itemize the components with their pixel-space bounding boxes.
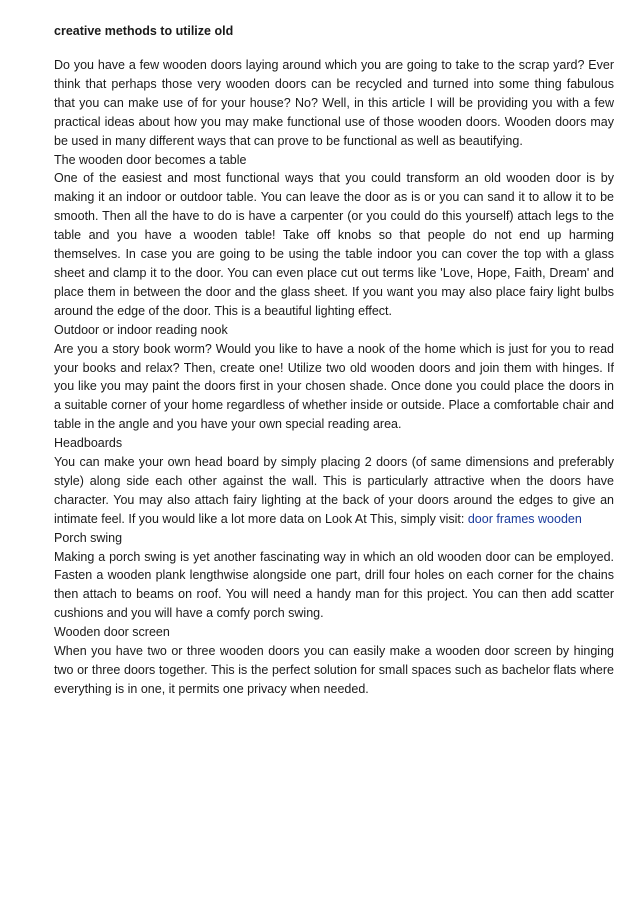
headboards-body-text: You can make your own head board by simply placing 2 doors (of same dimensions and preferably style) along side each other against the wall. This is particularly attractive when the doors have character. You may also attach fairy lighting at the back of your doors around the edges to give an intimate feel. If you would like a lot more data on Look At This, simply visit: (54, 455, 614, 526)
document-title: creative methods to utilize old (54, 24, 234, 38)
door-frames-link[interactable]: door frames wooden (467, 511, 582, 526)
section-reading-nook (54, 321, 614, 434)
section-porch-swing (54, 529, 614, 624)
section-heading-headboards: Headboards (54, 436, 123, 451)
section-door-screen (54, 623, 614, 699)
intro-paragraph: Do you have a few wooden doors laying around which you are going to take to the scrap yard? Ever think that perhaps those very wooden doors can be recycled and turned into some thing fabulous that you can make use of for your house? No? Well, in this article I will be providing you with a few practical ideas about how you may make functional use of those wooden doors. Wooden doors may be used in many different ways that can prove to be functional as well as beautifying. (54, 58, 614, 148)
section-body-reading-nook: Are you a story book worm? Would you like to have a nook of the home which is just for you to read your books and relax? Then, create one! Utilize two old wooden doors and join them with hinges. If you like you may paint the doors first in your chosen shade. Once done you could place the doors in a suitable corner of your home regardless of whether inside or outside. Place a comfortable chair and table in the angle and you have your own special reading area. (54, 341, 614, 432)
section-body-door-screen: When you have two or three wooden doors you can easily make a wooden door screen by hinging two or three doors together. This is the perfect solution for small spaces such as bachelor flats where everything is in one, it permits one privacy when needed. (54, 644, 614, 696)
section-body-headboards (54, 453, 614, 529)
section-body-porch-swing: Making a porch swing is yet another fascinating way in which an old wooden door can be employed. Fasten a wooden plank lengthwise alongside one part, drill four holes on each corner for the chains then attach to beams on roof. You will need a handy man for this project. You can then add scatter cushions and you will have a comfy porch swing. (54, 549, 614, 621)
document-page (54, 22, 614, 699)
section-heading-porch-swing: Porch swing (54, 530, 123, 545)
section-body-table: One of the easiest and most functional ways that you could transform an old wooden door is by making it an indoor or outdoor table. You can leave the door as is or you can sand it to allow it to be smooth. Then all the have to do is have a carpenter (or you could do this yourself) attach legs to the table and you have a wooden table! Take off knobs so that people do not end up harming themselves. In case you are going to be using the table indoor you can cover the top with a glass sheet and clamp it to the door. You can even place cut out terms like 'Love, Hope, Faith, Dream' and place them in between the door and the glass sheet. If you want you may also place fairy light bulbs around the edge of the door. This is a beautiful lighting effect. (54, 171, 614, 318)
section-headboards (54, 434, 614, 529)
section-table (54, 151, 614, 321)
section-heading-door-screen: Wooden door screen (54, 625, 170, 640)
section-heading-reading-nook: Outdoor or indoor reading nook (54, 322, 228, 337)
section-heading-table: The wooden door becomes a table (54, 152, 247, 167)
